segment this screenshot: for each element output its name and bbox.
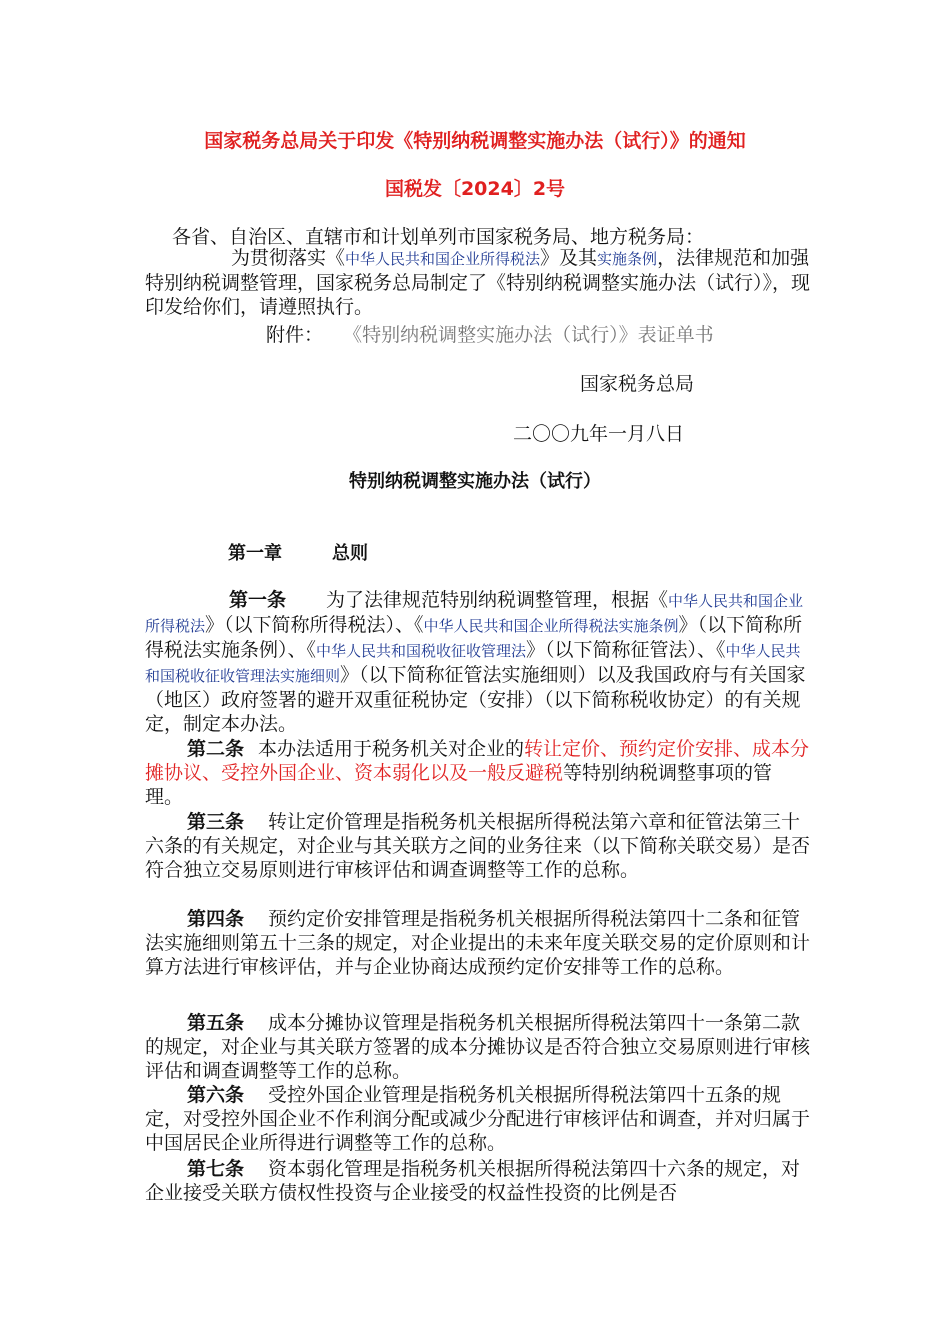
highlighted-scope: 转让定价、预约定价安排、成本分摊协议、受控外国企业、资本弱化以及一般反避税 — [145, 738, 810, 784]
article-3: 第三条 转让定价管理是指税务机关根据所得税法第六章和征管法第三十六条的有关规定，对企业与其关联方之间的业务往来（以下简称关联交易）是否符合独立交易原则进行审核评估和调查调整等工作的总称。 — [145, 811, 811, 881]
article-label: 第三条 — [187, 811, 245, 833]
addressee: 各省、自治区、直辖市和计划单列市国家税务局、地方税务局： — [172, 226, 705, 248]
article-label: 第六条 — [187, 1084, 245, 1106]
law-link[interactable]: 中华人民共和国税收征收管理法 — [316, 642, 527, 660]
notice-paragraph: 为贯彻落实《中华人民共和国企业所得税法》及其实施条例，法律规范和加强特别纳税调整管理，国家税务总局制定了《特别纳税调整实施办法（试行）》，现印发给你们，请遵照执行。 — [145, 247, 811, 318]
article-label: 第五条 — [187, 1012, 245, 1034]
article-label: 第二条 — [187, 738, 245, 760]
article-4: 第四条 预约定价安排管理是指税务机关根据所得税法第四十二条和征管法实施细则第五十三条的规定，对企业提出的未来年度关联交易的定价原则和计算方法进行审核评估，并与企业协商达成预约定价安排等工作的总称。 — [145, 908, 811, 978]
attachment-line — [266, 320, 714, 347]
issuer: 国家税务总局 — [580, 373, 695, 395]
issue-date: 二〇〇九年一月八日 — [513, 423, 685, 445]
article-2: 第二条 本办法适用于税务机关对企业的转让定价、预约定价安排、成本分摊协议、受控外国企业、资本弱化以及一般反避税等特别纳税调整事项的管理。 — [145, 738, 810, 808]
law-link[interactable]: 中华人民共和国税收征收管理法实施细则 — [145, 642, 801, 685]
article-6: 第六条 受控外国企业管理是指税务机关根据所得税法第四十五条的规定，对受控外国企业不作利润分配或减少分配进行审核评估和调查，并对归属于中国居民企业所得进行调整等工作的总称。 — [145, 1084, 811, 1154]
regulation-link[interactable]: 实施条例 — [597, 250, 658, 268]
law-link[interactable]: 中华人民共和国企业所得税法 — [145, 592, 804, 635]
article-label: 第一条 — [229, 589, 287, 611]
law-link[interactable]: 中华人民共和国企业所得税法 — [345, 250, 541, 268]
doc-number: 国税发〔2024〕2号 — [384, 178, 566, 200]
notice-title: 国家税务总局关于印发《特别纳税调整实施办法（试行）》的通知 — [204, 130, 746, 152]
chapter-number: 第一章 — [228, 543, 282, 564]
article-label: 第七条 — [187, 1158, 245, 1180]
chapter-title: 总则 — [332, 543, 368, 564]
law-link[interactable]: 中华人民共和国企业所得税法实施条例 — [423, 617, 679, 635]
article-5: 第五条 成本分摊协议管理是指税务机关根据所得税法第四十一条第二款的规定，对企业与其关联方签署的成本分摊协议是否符合独立交易原则进行审核评估和调查调整等工作的总称。 — [145, 1012, 811, 1082]
article-7: 第七条 资本弱化管理是指税务机关根据所得税法第四十六条的规定，对企业接受关联方债权性投资与企业接受的权益性投资的比例是否 — [145, 1158, 801, 1204]
article-1: 第一条 为了法律规范特别纳税调整管理，根据《中华人民共和国企业所得税法》（以下简称所得税法）、《中华人民共和国企业所得税法实施条例》（以下简称所得税法实施条例）、《中华人民共和国税收征收管理法》（以下简称征管法）、《中华人民共和国税收征收管理法实施细则》（以下简称征管法实施细则）以及我国政府与有关国家（地区）政府签署的避开双重征税协定（安排）（以下简称税收协定）的有关规定，制定本办法。 — [145, 589, 806, 735]
attachment-link[interactable]: 《特别纳税调整实施办法（试行）》表证单书 — [343, 324, 714, 346]
article-label: 第四条 — [187, 908, 245, 930]
attachment-label: 附件： — [266, 324, 324, 346]
document-title: 特别纳税调整实施办法（试行） — [349, 471, 601, 492]
